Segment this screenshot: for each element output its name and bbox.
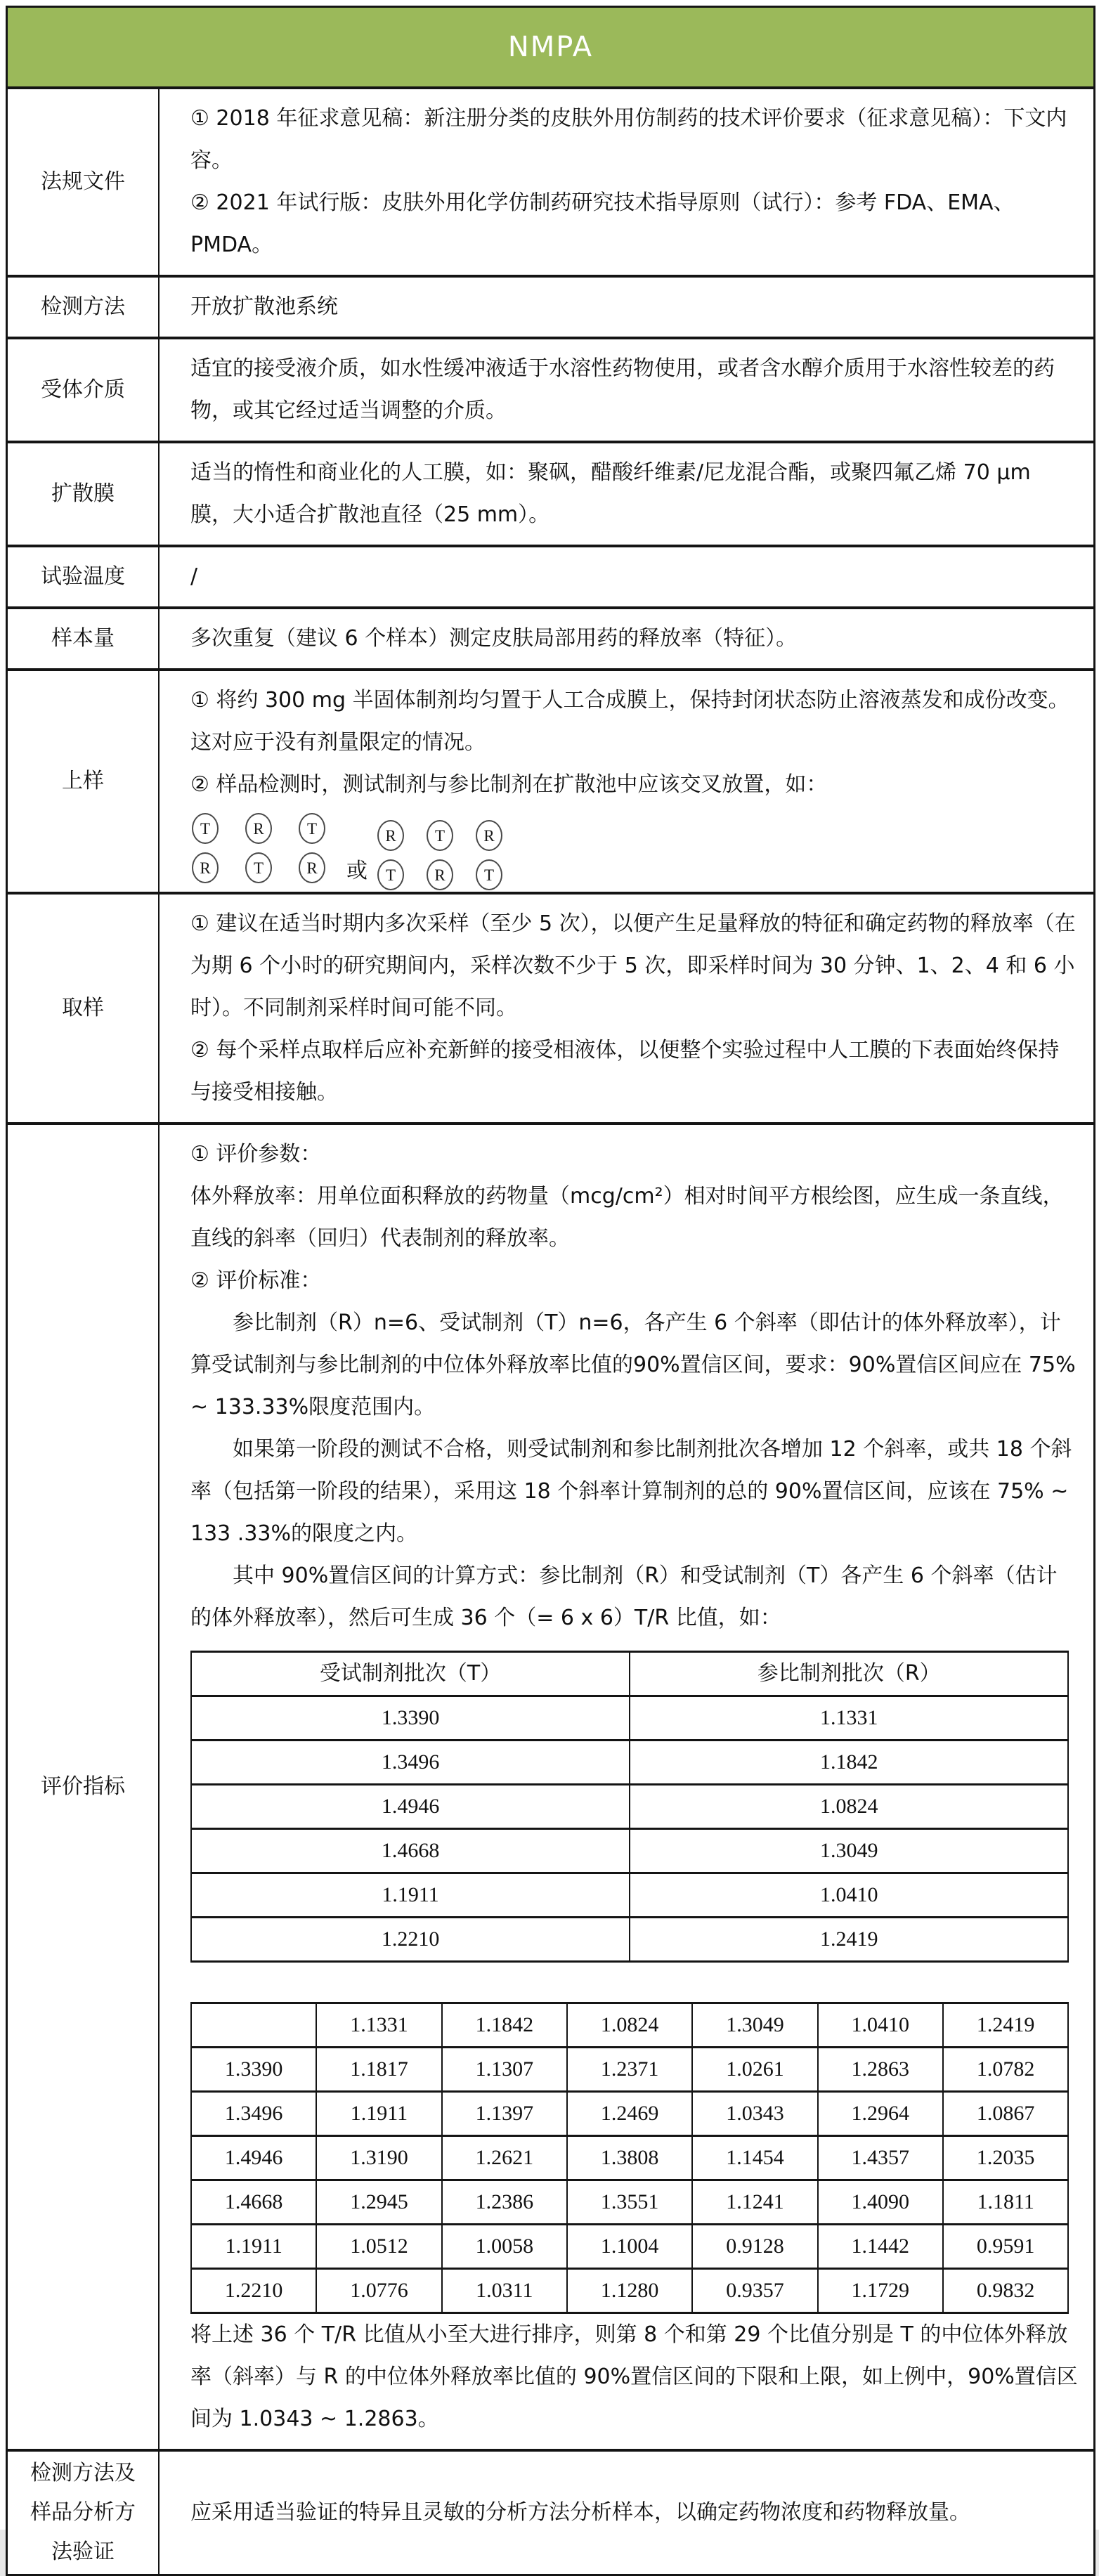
table-cell: 1.2945 bbox=[316, 2180, 441, 2225]
table-cell: 1.3808 bbox=[567, 2136, 692, 2180]
table-row bbox=[191, 2180, 1068, 2225]
row-content-sample-loading bbox=[160, 671, 1093, 892]
table-cell: 1.0410 bbox=[818, 2003, 943, 2048]
row-label-sampling: 取样 bbox=[8, 895, 160, 1122]
row-detection-method bbox=[8, 275, 1093, 337]
table-cell: 1.0776 bbox=[316, 2269, 441, 2313]
table-cell: 1.1004 bbox=[567, 2225, 692, 2269]
table-cell: 0.9591 bbox=[943, 2225, 1068, 2269]
tr-ratio-matrix-table bbox=[190, 2002, 1069, 2314]
table-cell: 1.1331 bbox=[316, 2003, 441, 2048]
table-cell: 1.0311 bbox=[442, 2269, 567, 2313]
table-row bbox=[191, 1873, 1068, 1918]
table-cell: 1.0410 bbox=[630, 1873, 1068, 1918]
table-cell: 1.4668 bbox=[191, 1829, 630, 1873]
table-row bbox=[191, 2269, 1068, 2313]
row-label-evaluation-index: 评价指标 bbox=[8, 1125, 160, 2449]
table-row bbox=[191, 2048, 1068, 2092]
paragraph: 适宜的接受液介质，如水性缓冲液适于水溶性药物使用，或者含水醇介质用于水溶性较差的药物，或其它经过适当调整的介质。 bbox=[190, 356, 1055, 423]
table-cell: 1.0261 bbox=[692, 2048, 817, 2092]
table-cell: 1.2035 bbox=[943, 2136, 1068, 2180]
placement-circle: T bbox=[427, 820, 453, 851]
table-cell: 1.1454 bbox=[692, 2136, 817, 2180]
placement-circle: R bbox=[299, 852, 325, 883]
placement-circle: T bbox=[245, 852, 272, 883]
slopes-table bbox=[190, 1651, 1069, 1963]
table-cell: 1.3049 bbox=[692, 2003, 817, 2048]
table-cell: 1.0782 bbox=[943, 2048, 1068, 2092]
placement-group-2 bbox=[377, 820, 502, 890]
table-cell: 1.2469 bbox=[567, 2092, 692, 2136]
table-cell: 1.1331 bbox=[630, 1696, 1068, 1741]
table-cell: 1.3551 bbox=[567, 2180, 692, 2225]
row-label-sample-loading: 上样 bbox=[8, 671, 160, 892]
column-header-test-batch: 受试制剂批次（T） bbox=[191, 1652, 630, 1696]
table-row bbox=[191, 1652, 1068, 1696]
table-cell: 1.2863 bbox=[818, 2048, 943, 2092]
row-test-temperature bbox=[8, 545, 1093, 606]
placement-circle: R bbox=[377, 820, 404, 851]
row-receptor-medium bbox=[8, 337, 1093, 441]
paragraph: 适当的惰性和商业化的人工膜，如：聚砜，醋酸纤维素/尼龙混合酯，或聚四氟乙烯 70 µm 膜，大小适合扩散池直径（25 mm）。 bbox=[190, 460, 1031, 527]
row-diffusion-membrane bbox=[8, 441, 1093, 545]
table-cell: 1.1842 bbox=[442, 2003, 567, 2048]
row-content-detection-method bbox=[160, 278, 1093, 337]
table-cell: 1.2210 bbox=[191, 2269, 316, 2313]
table-row bbox=[191, 1696, 1068, 1741]
row-label-method-validation: 检测方法及样品分析方法验证 bbox=[8, 2452, 160, 2574]
nmpa-regulation-table bbox=[6, 6, 1095, 2576]
paragraph: ① 2018 年征求意见稿：新注册分类的皮肤外用仿制药的技术评价要求（征求意见稿）：下文内容。 bbox=[190, 106, 1067, 173]
table-cell: 1.1911 bbox=[316, 2092, 441, 2136]
table-cell: 1.2419 bbox=[630, 1918, 1068, 1962]
table-cell: 1.3190 bbox=[316, 2136, 441, 2180]
placement-circle: R bbox=[476, 820, 502, 851]
table-row bbox=[191, 2225, 1068, 2269]
placement-group-1 bbox=[192, 813, 325, 883]
placement-circle: T bbox=[377, 859, 404, 890]
paragraph: 参比制剂（R）n=6、受试制剂（T）n=6，各产生 6 个斜率（即估计的体外释放率），计算受试制剂与参比制剂的中位体外释放率比值的90%置信区间，要求：90%置信区间应在 75% ~ 133.33%限度范围内。 bbox=[190, 1310, 1076, 1419]
table-row bbox=[191, 1741, 1068, 1785]
paragraph: ① 建议在适当时期内多次采样（至少 5 次），以便产生足量释放的特征和确定药物的释放率（在为期 6 个小时的研究期间内，采样次数不少于 5 次，即采样时间为 30 分钟、1、2、4 和 6 小时）。不同制剂采样时间可能不同。 bbox=[190, 911, 1076, 1020]
page-title: NMPA bbox=[507, 31, 594, 63]
row-label-regulatory: 法规文件 bbox=[8, 89, 160, 275]
paragraph: 应采用适当验证的特异且灵敏的分析方法分析样本，以确定药物浓度和药物释放量。 bbox=[190, 2500, 970, 2525]
column-header-reference-batch: 参比制剂批次（R） bbox=[630, 1652, 1068, 1696]
table-cell: 1.0824 bbox=[630, 1785, 1068, 1829]
table-cell: 1.0824 bbox=[567, 2003, 692, 2048]
table-cell: 0.9357 bbox=[692, 2269, 817, 2313]
table-cell: 1.3390 bbox=[191, 1696, 630, 1741]
table-cell: 0.9128 bbox=[692, 2225, 817, 2269]
table-cell: 1.1911 bbox=[191, 1873, 630, 1918]
row-sample-loading bbox=[8, 668, 1093, 892]
paragraph: ① 将约 300 mg 半固体制剂均匀置于人工合成膜上，保持封闭状态防止溶液蒸发和成份改变。这对应于没有剂量限定的情况。 bbox=[190, 688, 1069, 755]
table-cell: 1.4946 bbox=[191, 1785, 630, 1829]
table-row bbox=[191, 1829, 1068, 1873]
table-cell: 1.1729 bbox=[818, 2269, 943, 2313]
table-cell: 1.3496 bbox=[191, 2092, 316, 2136]
row-content-evaluation-index bbox=[160, 1125, 1093, 2449]
table-cell: 1.0343 bbox=[692, 2092, 817, 2136]
row-content-receptor-medium bbox=[160, 339, 1093, 441]
table-row bbox=[191, 2092, 1068, 2136]
row-content-diffusion-membrane bbox=[160, 443, 1093, 545]
table-row bbox=[191, 1918, 1068, 1962]
table-cell: 1.2964 bbox=[818, 2092, 943, 2136]
row-content-method-validation bbox=[160, 2452, 1093, 2574]
paragraph: / bbox=[190, 564, 198, 589]
paragraph: 将上述 36 个 T/R 比值从小至大进行排序，则第 8 个和第 29 个比值分别是 T 的中位体外释放率（斜率）与 R 的中位体外释放率比值的 90%置信区间的下限和上限，如上例中，90%置信区间为 1.0343 ~ 1.2863。 bbox=[190, 2322, 1078, 2431]
table-cell: 1.1307 bbox=[442, 2048, 567, 2092]
table-header bbox=[8, 8, 1093, 86]
table-cell: 1.1397 bbox=[442, 2092, 567, 2136]
table-cell: 1.3496 bbox=[191, 1741, 630, 1785]
table-cell: 1.2210 bbox=[191, 1918, 630, 1962]
paragraph: ② 每个采样点取样后应补充新鲜的接受相液体，以便整个实验过程中人工膜的下表面始终保持与接受相接触。 bbox=[190, 1038, 1060, 1105]
table-cell: 1.4946 bbox=[191, 2136, 316, 2180]
table-row bbox=[191, 1785, 1068, 1829]
table-cell: 1.1817 bbox=[316, 2048, 441, 2092]
paragraph: ② 样品检测时，测试制剂与参比制剂在扩散池中应该交叉放置，如： bbox=[190, 772, 828, 797]
placement-diagram bbox=[192, 813, 1078, 883]
table-cell: 1.1842 bbox=[630, 1741, 1068, 1785]
row-content-sampling bbox=[160, 895, 1093, 1122]
table-cell: 1.4357 bbox=[818, 2136, 943, 2180]
table-cell: 1.2621 bbox=[442, 2136, 567, 2180]
table-cell bbox=[191, 2003, 316, 2048]
table-cell: 1.2371 bbox=[567, 2048, 692, 2092]
table-cell: 1.2419 bbox=[943, 2003, 1068, 2048]
row-label-receptor-medium: 受体介质 bbox=[8, 339, 160, 441]
placement-circle: T bbox=[192, 813, 219, 844]
paragraph: ① 评价参数： bbox=[190, 1142, 322, 1166]
table-row bbox=[191, 2003, 1068, 2048]
row-method-validation bbox=[8, 2449, 1093, 2574]
table-cell: 1.0058 bbox=[442, 2225, 567, 2269]
paragraph: 如果第一阶段的测试不合格，则受试制剂和参比制剂批次各增加 12 个斜率，或共 18 个斜率（包括第一阶段的结果），采用这 18 个斜率计算制剂的总的 90%置信区间，应该在 75% ~ 133 .33%的限度之内。 bbox=[190, 1437, 1072, 1546]
row-label-sample-size: 样本量 bbox=[8, 609, 160, 668]
paragraph: 开放扩散池系统 bbox=[190, 294, 338, 319]
table-cell: 1.1280 bbox=[567, 2269, 692, 2313]
placement-circle: T bbox=[476, 859, 502, 890]
table-cell: 1.0512 bbox=[316, 2225, 441, 2269]
table-cell: 0.9832 bbox=[943, 2269, 1068, 2313]
row-content-sample-size bbox=[160, 609, 1093, 668]
table-cell: 1.1911 bbox=[191, 2225, 316, 2269]
table-cell: 1.1811 bbox=[943, 2180, 1068, 2225]
paragraph: ② 2021 年试行版：皮肤外用化学仿制药研究技术指导原则（试行）：参考 FDA、EMA、PMDA。 bbox=[190, 190, 1015, 257]
row-label-diffusion-membrane: 扩散膜 bbox=[8, 443, 160, 545]
row-evaluation-index bbox=[8, 1122, 1093, 2449]
placement-circle: T bbox=[299, 813, 325, 844]
placement-circle: R bbox=[245, 813, 272, 844]
paragraph: 体外释放率：用单位面积释放的药物量（mcg/cm²）相对时间平方根绘图，应生成一条直线，直线的斜率（回归）代表制剂的释放率。 bbox=[190, 1184, 1064, 1251]
table-cell: 1.1442 bbox=[818, 2225, 943, 2269]
paragraph: ② 评价标准： bbox=[190, 1268, 322, 1293]
table-cell: 1.4668 bbox=[191, 2180, 316, 2225]
row-sample-size bbox=[8, 606, 1093, 668]
paragraph: 其中 90%置信区间的计算方式：参比制剂（R）和受试制剂（T）各产生 6 个斜率（估计的体外释放率），然后可生成 36 个（= 6 x 6）T/R 比值，如： bbox=[190, 1563, 1058, 1630]
table-cell: 1.3390 bbox=[191, 2048, 316, 2092]
table-cell: 1.0867 bbox=[943, 2092, 1068, 2136]
paragraph: 多次重复（建议 6 个样本）测定皮肤局部用药的释放率（特征）。 bbox=[190, 626, 798, 651]
row-sampling bbox=[8, 892, 1093, 1122]
row-label-test-temperature: 试验温度 bbox=[8, 547, 160, 606]
table-row bbox=[191, 2136, 1068, 2180]
placement-circle: R bbox=[427, 859, 453, 890]
table-cell: 1.1241 bbox=[692, 2180, 817, 2225]
table-cell: 1.3049 bbox=[630, 1829, 1068, 1873]
or-separator: 或 bbox=[346, 859, 368, 883]
row-content-test-temperature bbox=[160, 547, 1093, 606]
row-label-detection-method: 检测方法 bbox=[8, 278, 160, 337]
row-regulatory-documents bbox=[8, 86, 1093, 275]
placement-circle: R bbox=[192, 852, 219, 883]
table-cell: 1.4090 bbox=[818, 2180, 943, 2225]
row-content-regulatory bbox=[160, 89, 1093, 275]
table-cell: 1.2386 bbox=[442, 2180, 567, 2225]
